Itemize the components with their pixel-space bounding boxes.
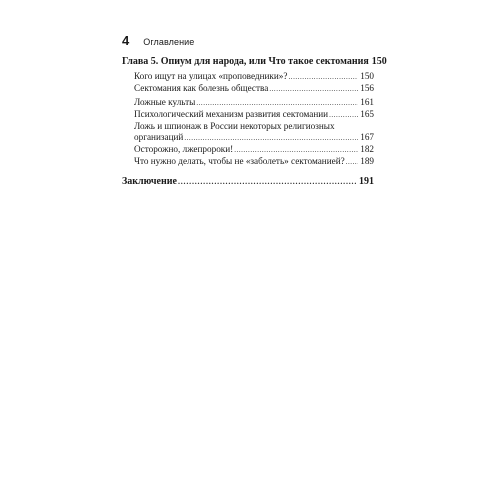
- toc-entry-page: 189: [360, 156, 374, 166]
- toc-entry-title: Сектомания как болезнь общества: [134, 83, 269, 93]
- toc-entry-title: Глава 5. Опиум для народа, или Что такое сектомания: [122, 56, 369, 67]
- toc-section-7[interactable]: [134, 155, 374, 168]
- leader-dots: [178, 176, 357, 188]
- toc-entry-title: Что нужно делать, чтобы не «заболеть» сектоманией?: [134, 156, 345, 166]
- toc-entry-page: 165: [360, 109, 374, 119]
- toc-chapter-5[interactable]: [122, 56, 387, 68]
- toc-entry-title: Осторожно, лжепророки!: [134, 144, 234, 154]
- toc-conclusion[interactable]: [122, 176, 374, 188]
- toc-entry-page: 150: [371, 56, 387, 67]
- toc-entry-title: Психологический механизм развития сектомании: [134, 109, 329, 119]
- toc-entry-page: 161: [360, 97, 374, 107]
- toc-section-5-line1[interactable]: Ложь и шпионаж в России некоторых религиозных: [134, 121, 335, 131]
- toc-entry-page: 191: [359, 176, 374, 187]
- toc-entry-title: организаций: [134, 132, 184, 142]
- toc-entry-page: 150: [360, 71, 374, 81]
- running-head: Оглавление: [143, 37, 195, 47]
- leader-dots: [346, 156, 359, 168]
- page-number: 4: [122, 33, 130, 48]
- toc-entry-title: Ложные культы: [134, 97, 196, 107]
- leader-dots: [269, 83, 358, 95]
- toc-section-2[interactable]: [134, 82, 374, 95]
- toc-entry-page: 167: [360, 132, 374, 142]
- toc-entry-title: Заключение: [122, 176, 177, 187]
- page-header: [122, 33, 194, 48]
- toc-entry-page: 182: [360, 144, 374, 154]
- toc-entry-title: Кого ищут на улицах «проповедники»?: [134, 71, 288, 81]
- toc-entry-page: 156: [360, 83, 374, 93]
